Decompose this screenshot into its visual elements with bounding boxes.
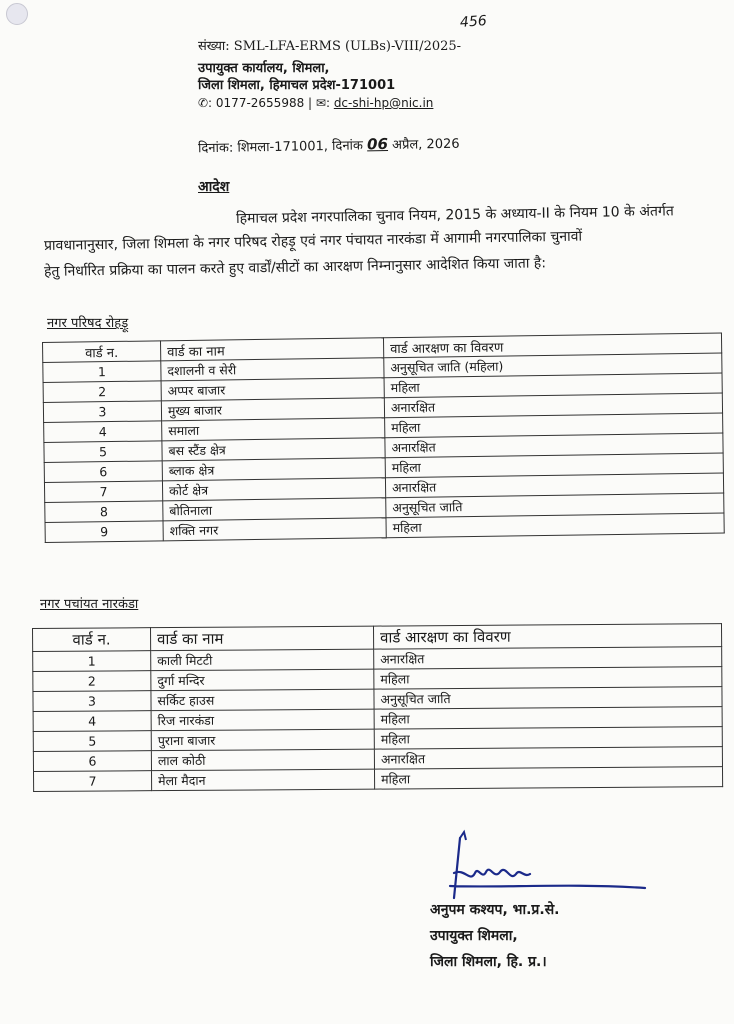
ward-name-cell: रिज नारकंडा <box>151 709 374 731</box>
ward-name-cell: मुख्य बाजार <box>161 398 384 421</box>
ward-number-cell: 9 <box>45 521 163 543</box>
reservation-cell: महिला <box>386 513 724 538</box>
section-title-rohru: नगर परिषद रोहड़ू <box>47 316 129 331</box>
ward-number-cell: 2 <box>33 671 151 692</box>
ward-name-cell: बस स्टैंड क्षेत्र <box>162 438 385 461</box>
ward-name-cell: कोर्ट क्षेत्र <box>162 478 385 501</box>
ward-number-cell: 5 <box>44 441 162 463</box>
header-ward-name: वार्ड का नाम <box>160 338 383 361</box>
reservation-cell: अनुसूचित जाति (महिला) <box>384 353 722 378</box>
ward-name-cell: अप्पर बाजार <box>161 378 384 401</box>
ward-table-rohru <box>42 333 725 543</box>
body-line-3: हेतु निर्धारित प्रक्रिया का पालन करते हुए वार्डों/सीटों का आरक्षण निम्नानुसार आदेशित किया जाता है: <box>43 255 547 280</box>
office-name: उपायुक्त कार्यालय, शिमला, <box>198 61 330 76</box>
ward-name-cell: लाल कोठी <box>151 749 374 771</box>
signatory-district: जिला शिमला, हि. प्र.। <box>430 954 547 970</box>
reservation-cell: अनुसूचित जाति <box>374 687 722 709</box>
reservation-cell: महिला <box>374 727 722 749</box>
ward-name-cell: बोतिनाला <box>163 498 386 521</box>
header-ward-no: वार्ड न. <box>33 628 151 652</box>
signatory-designation: उपायुक्त शिमला, <box>430 928 518 944</box>
header-ward-name: वार्ड का नाम <box>151 626 374 651</box>
ward-name-cell: दुर्गा मन्दिर <box>151 669 374 691</box>
reservation-cell: अनारक्षित <box>374 647 722 669</box>
ward-number-cell: 5 <box>33 731 151 752</box>
order-heading: आदेश <box>198 179 230 195</box>
date-prefix: दिनांक: शिमला-171001, दिनांक <box>197 138 368 157</box>
ward-name-cell: सर्किट हाउस <box>151 689 374 711</box>
reservation-cell: अनारक्षित <box>374 747 722 769</box>
ward-table-narkanda <box>32 623 723 792</box>
header-ward-no: वार्ड न. <box>43 341 161 363</box>
ward-name-cell: शक्ति नगर <box>163 518 386 541</box>
dateline <box>198 134 460 157</box>
section-title-narkanda: नगर पचांयत नारकंडा <box>40 597 139 612</box>
office-address: जिला शिमला, हिमाचल प्रदेश-171001 <box>198 78 396 93</box>
phone-text: ✆: 0177-2655988 | ✉: <box>198 96 334 110</box>
reservation-cell: अनारक्षित <box>385 473 723 498</box>
signature <box>420 828 650 908</box>
ward-number-cell: 8 <box>45 501 163 523</box>
ward-number-cell: 6 <box>44 461 162 483</box>
ward-number-cell: 1 <box>33 651 151 672</box>
ward-number-cell: 3 <box>43 401 161 423</box>
ward-name-cell: पुराना बाजार <box>151 729 374 751</box>
reservation-cell: महिला <box>374 767 722 789</box>
reservation-cell: अनारक्षित <box>384 393 722 418</box>
contact-line <box>198 96 433 110</box>
date-rest: अप्रैल, 2026 <box>387 136 460 153</box>
handwritten-reference: 456 <box>459 13 488 31</box>
reservation-cell: अनारक्षित <box>385 433 723 458</box>
ward-number-cell: 7 <box>34 771 152 792</box>
ward-number-cell: 6 <box>33 751 151 772</box>
ward-number-cell: 7 <box>44 481 162 503</box>
ward-name-cell: दशालनी व सेरी <box>161 358 384 381</box>
reference-number: संख्या: SML-LFA-ERMS (ULBs)-VIII/2025- <box>198 39 462 54</box>
reservation-cell: महिला <box>374 667 722 689</box>
punch-hole <box>6 3 28 25</box>
date-day: 06 <box>366 134 389 154</box>
ward-name-cell: मेला मैदान <box>151 769 374 791</box>
body-line-2: प्रावधानानुसार, जिला शिमला के नगर परिषद रोहड़ू एवं नगर पंचायत नारकंडा में आगामी नगरपालिका चुनावों <box>43 228 583 254</box>
reservation-cell: अनुसूचित जाति <box>386 493 724 518</box>
body-line-1: हिमाचल प्रदेश नगरपालिका चुनाव नियम, 2015 के अध्याय-II के नियम 10 के अंतर्गत <box>235 203 674 227</box>
ward-number-cell: 4 <box>44 421 162 443</box>
ward-name-cell: समाला <box>162 418 385 441</box>
ward-number-cell: 4 <box>33 711 151 732</box>
ward-name-cell: ब्लाक क्षेत्र <box>162 458 385 481</box>
reservation-cell: महिला <box>385 453 723 478</box>
header-reservation: वार्ड आरक्षण का विवरण <box>373 624 721 649</box>
header-reservation: वार्ड आरक्षण का विवरण <box>383 333 721 358</box>
table-row <box>34 767 723 792</box>
email-link[interactable]: dc-shi-hp@nic.in <box>333 96 434 110</box>
ward-name-cell: काली मिटटी <box>151 649 374 671</box>
reservation-cell: महिला <box>384 373 722 398</box>
ward-number-cell: 2 <box>43 381 161 403</box>
reservation-cell: महिला <box>374 707 722 729</box>
ward-number-cell: 1 <box>43 361 161 383</box>
ward-number-cell: 3 <box>33 691 151 712</box>
reservation-cell: महिला <box>385 413 723 438</box>
signatory-name: अनुपम कश्यप, भा.प्र.से. <box>430 902 560 918</box>
